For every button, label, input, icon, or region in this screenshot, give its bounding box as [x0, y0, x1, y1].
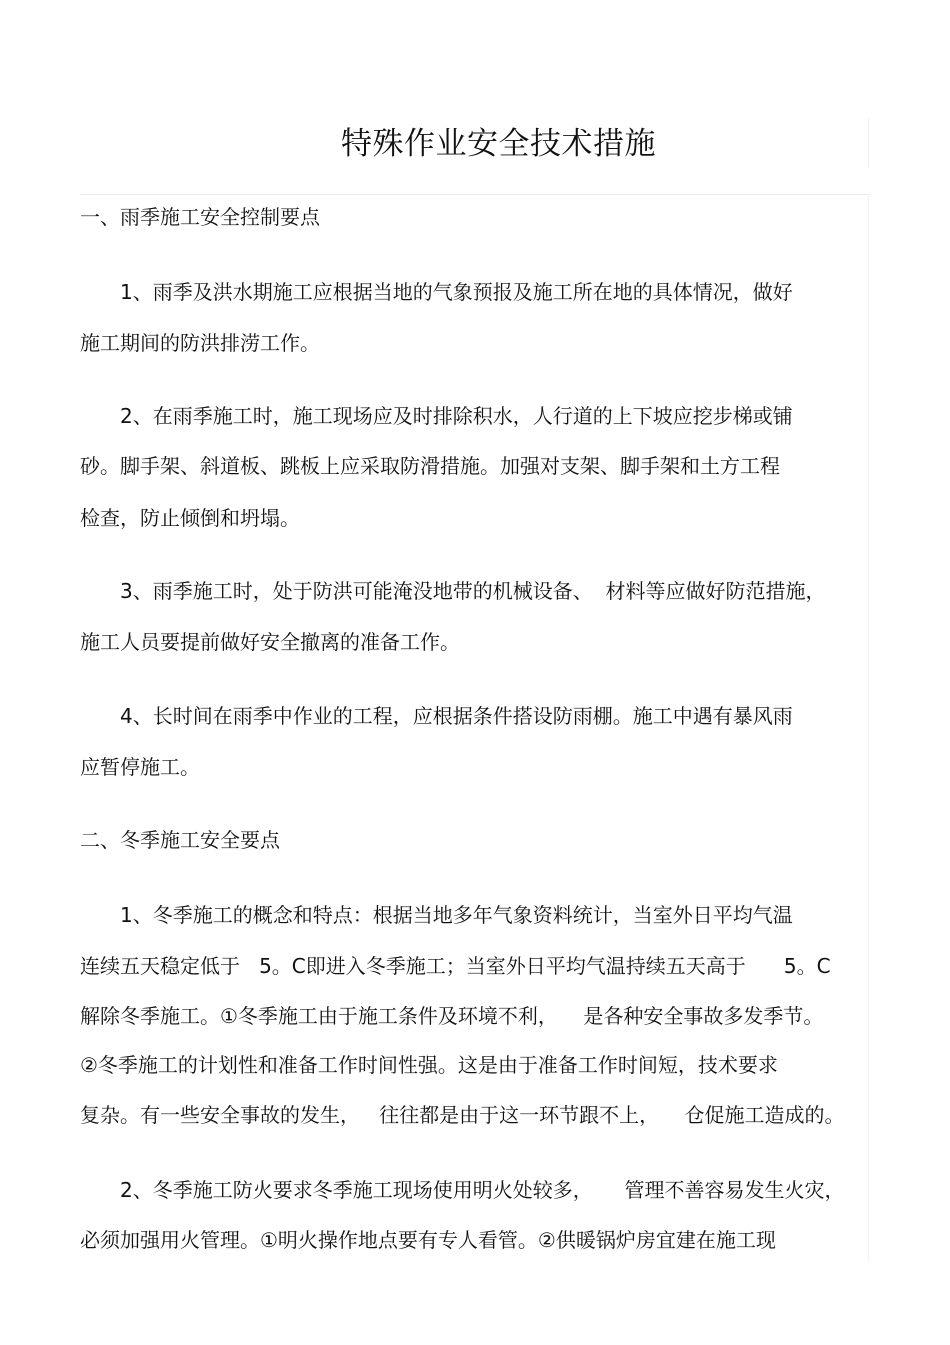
section-heading-winter: 二、冬季施工安全要点 [80, 828, 280, 852]
paragraph-line: ②冬季施工的计划性和准备工作时间性强。这是由于准备工作时间短，技术要求 [80, 1053, 778, 1077]
right-margin-rule [868, 196, 869, 1261]
paragraph-line: 施工期间的防洪排涝工作。 [80, 331, 320, 355]
paragraph-line: 3、雨季施工时，处于防洪可能淹没地带的机械设备、 材料等应做好防范措施， [120, 579, 826, 603]
paragraph-line: 必须加强用火管理。①明火操作地点要有专人看管。②供暖锅炉房宜建在施工现 [80, 1228, 776, 1252]
paragraph-line: 2、在雨季施工时，施工现场应及时排除积水，人行道的上下坡应挖步梯或铺 [120, 404, 793, 428]
paragraph-line: 应暂停施工。 [80, 755, 200, 779]
paragraph-line: 施工人员要提前做好安全撤离的准备工作。 [80, 630, 460, 654]
paragraph-line: 连续五天稳定低于 5。C即进入冬季施工；当室外日平均气温持续五天高于 5。C [80, 954, 831, 978]
page-title: 特殊作业安全技术措施 [341, 126, 656, 162]
title-divider [80, 194, 870, 195]
section-heading-rainy: 一、雨季施工安全控制要点 [80, 205, 320, 229]
paragraph-line: 1、雨季及洪水期施工应根据当地的气象预报及施工所在地的具体情况，做好 [120, 280, 793, 304]
paragraph-line: 砂。脚手架、斜道板、跳板上应采取防滑措施。加强对支架、脚手架和土方工程 [80, 454, 780, 478]
paragraph-line: 1、冬季施工的概念和特点：根据当地多年气象资料统计，当室外日平均气温 [120, 903, 793, 927]
paragraph-line: 解除冬季施工。①冬季施工由于施工条件及环境不利， 是各种安全事故多发季节。 [80, 1004, 824, 1028]
paragraph-line: 检查，防止倾倒和坍塌。 [80, 506, 300, 530]
paragraph-line: 2、冬季施工防火要求冬季施工现场使用明火处较多， 管理不善容易发生火灾， [120, 1178, 845, 1202]
paragraph-line: 4、长时间在雨季中作业的工程，应根据条件搭设防雨棚。施工中遇有暴风雨 [120, 704, 793, 728]
paragraph-line: 复杂。有一些安全事故的发生， 往往都是由于这一环节跟不上， 仓促施工造成的。 [80, 1103, 845, 1127]
